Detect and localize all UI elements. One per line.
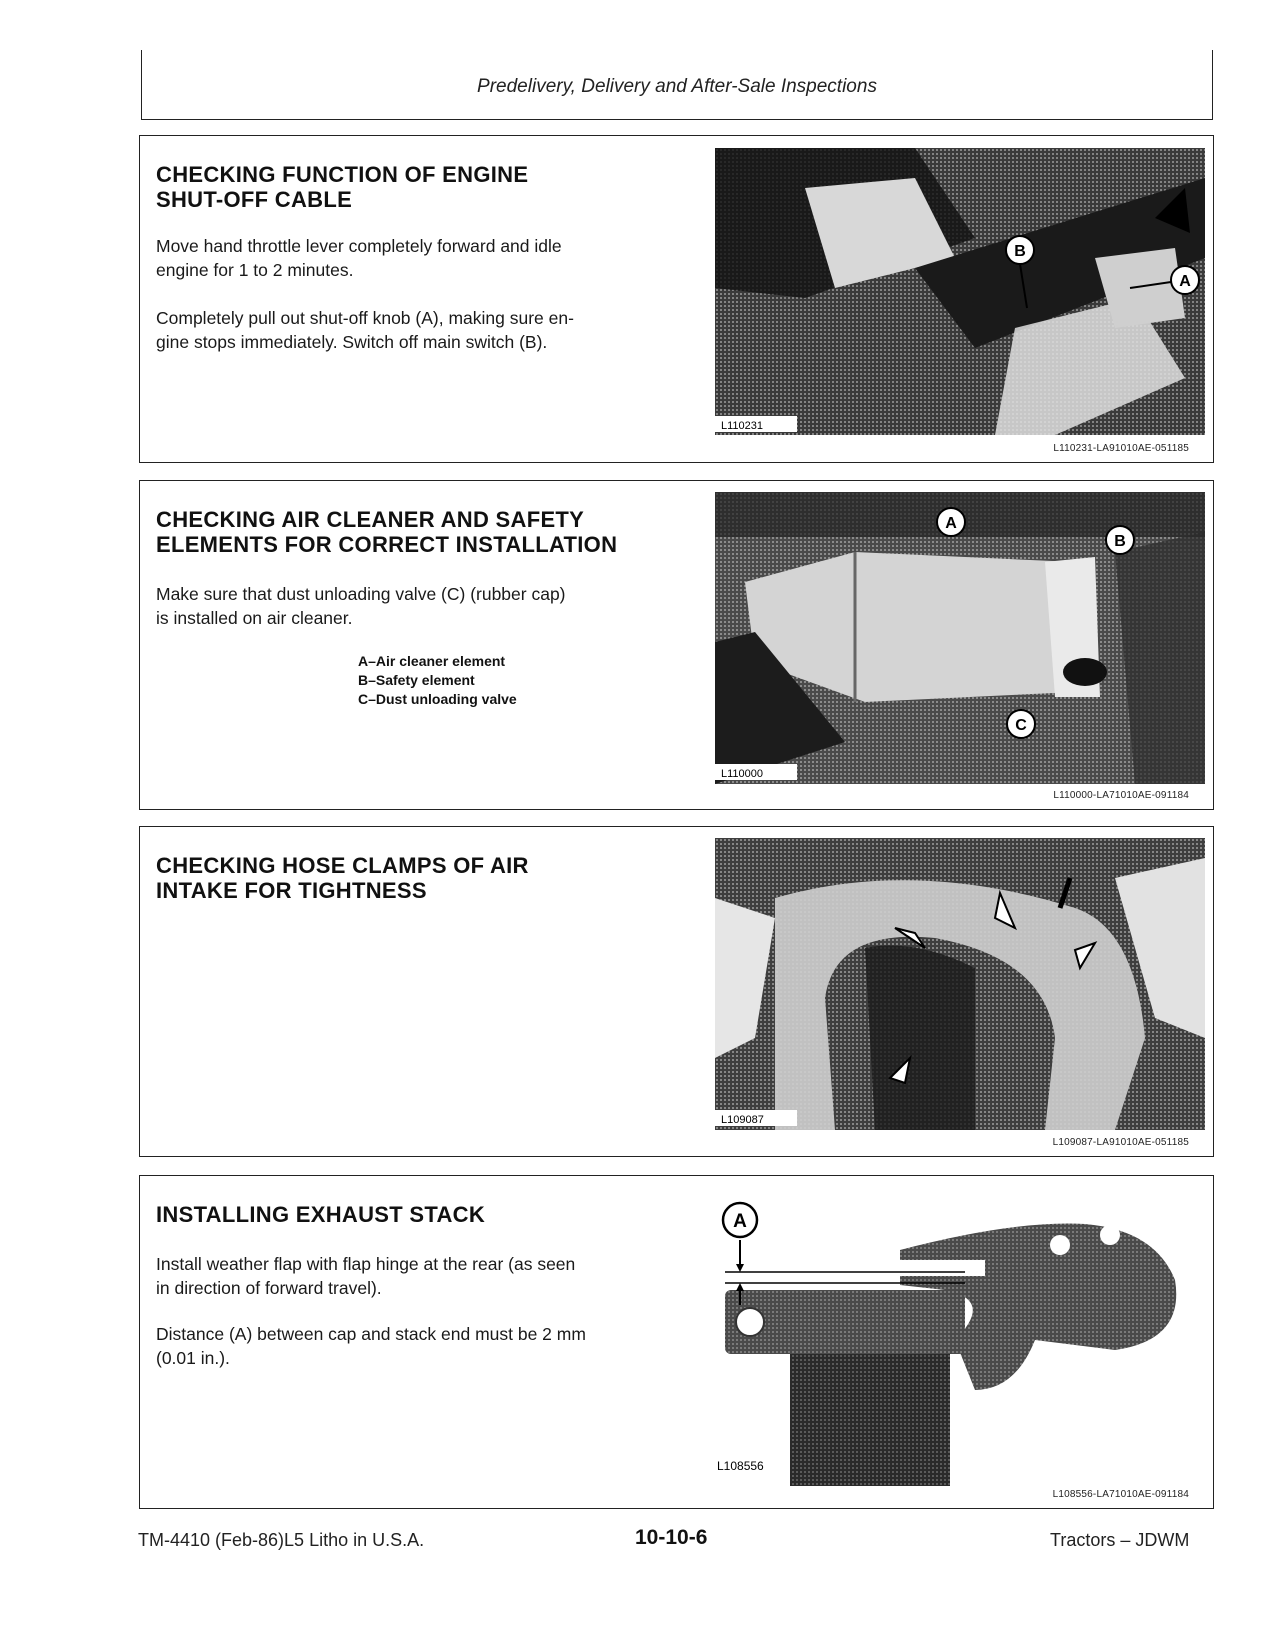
section-title: INSTALLING EXHAUST STACK	[156, 1202, 486, 1227]
figure-engine-shutoff-photo	[715, 148, 1205, 435]
svg-text:B: B	[1114, 533, 1126, 550]
figure-code: L110231-LA91010AE-051185	[1053, 443, 1189, 454]
figure-legend	[358, 652, 517, 709]
footer-title: Tractors – JDWM	[1050, 1530, 1190, 1550]
figure-exhaust-stack-drawing	[715, 1190, 1205, 1486]
section-exhaust-stack	[139, 1175, 1214, 1509]
legend-item: A–Air cleaner element	[358, 653, 506, 669]
paragraph: Distance (A) between cap and stack end must be 2 mm (0.01 in.).	[156, 1324, 586, 1368]
legend-item: B–Safety element	[358, 672, 475, 688]
paragraph: Install weather flap with flap hinge at the rear (as seen in direction of forward travel).	[156, 1254, 576, 1298]
paragraph: Make sure that dust unloading valve (C) (rubber cap) is installed on air cleaner.	[156, 584, 566, 628]
svg-text:A: A	[733, 1211, 747, 1232]
svg-text:A: A	[945, 515, 957, 532]
footer-page-number: 10-10-6	[635, 1526, 708, 1549]
figure-code: L110000-LA71010AE-091184	[1053, 790, 1189, 801]
figure-air-cleaner-photo	[715, 492, 1205, 784]
photo-graphic	[715, 838, 1205, 1130]
photo-graphic	[715, 148, 1205, 435]
photo-graphic	[715, 1190, 1205, 1486]
paragraph: Completely pull out shut-off knob (A), making sure en- gine stops immediately. Switch off main switch (B).	[156, 308, 574, 352]
section-engine-shutoff	[139, 135, 1214, 463]
section-title: CHECKING AIR CLEANER AND SAFETY ELEMENTS FOR CORRECT INSTALLATION	[156, 507, 618, 557]
photo-id: L110231	[721, 420, 764, 432]
figure-code: L108556-LA71010AE-091184	[1052, 1489, 1189, 1500]
callout-label: A	[1179, 273, 1191, 290]
photo-id: L108556	[717, 1459, 764, 1473]
footer-publication: TM-4410 (Feb-86)L5 Litho in U.S.A.	[138, 1530, 425, 1550]
paragraph: Move hand throttle lever completely forward and idle engine for 1 to 2 minutes.	[156, 236, 562, 280]
section-air-cleaner	[139, 480, 1214, 810]
header-title: Predelivery, Delivery and After-Sale Inspections	[477, 76, 877, 97]
section-hose-clamps	[139, 826, 1214, 1157]
section-title: CHECKING FUNCTION OF ENGINE SHUT-OFF CABLE	[156, 162, 529, 212]
figure-code: L109087-LA91010AE-051185	[1052, 1137, 1189, 1148]
page-header	[141, 50, 1213, 120]
photo-graphic	[715, 492, 1205, 784]
svg-text:L109087: L109087	[721, 1114, 764, 1126]
legend-item: C–Dust unloading valve	[358, 691, 517, 707]
svg-text:L110000: L110000	[721, 768, 764, 780]
section-title: CHECKING HOSE CLAMPS OF AIR INTAKE FOR TIGHTNESS	[156, 853, 529, 903]
callout-label: B	[1014, 243, 1026, 260]
figure-hose-clamps-photo	[715, 838, 1205, 1130]
svg-text:C: C	[1015, 717, 1027, 734]
